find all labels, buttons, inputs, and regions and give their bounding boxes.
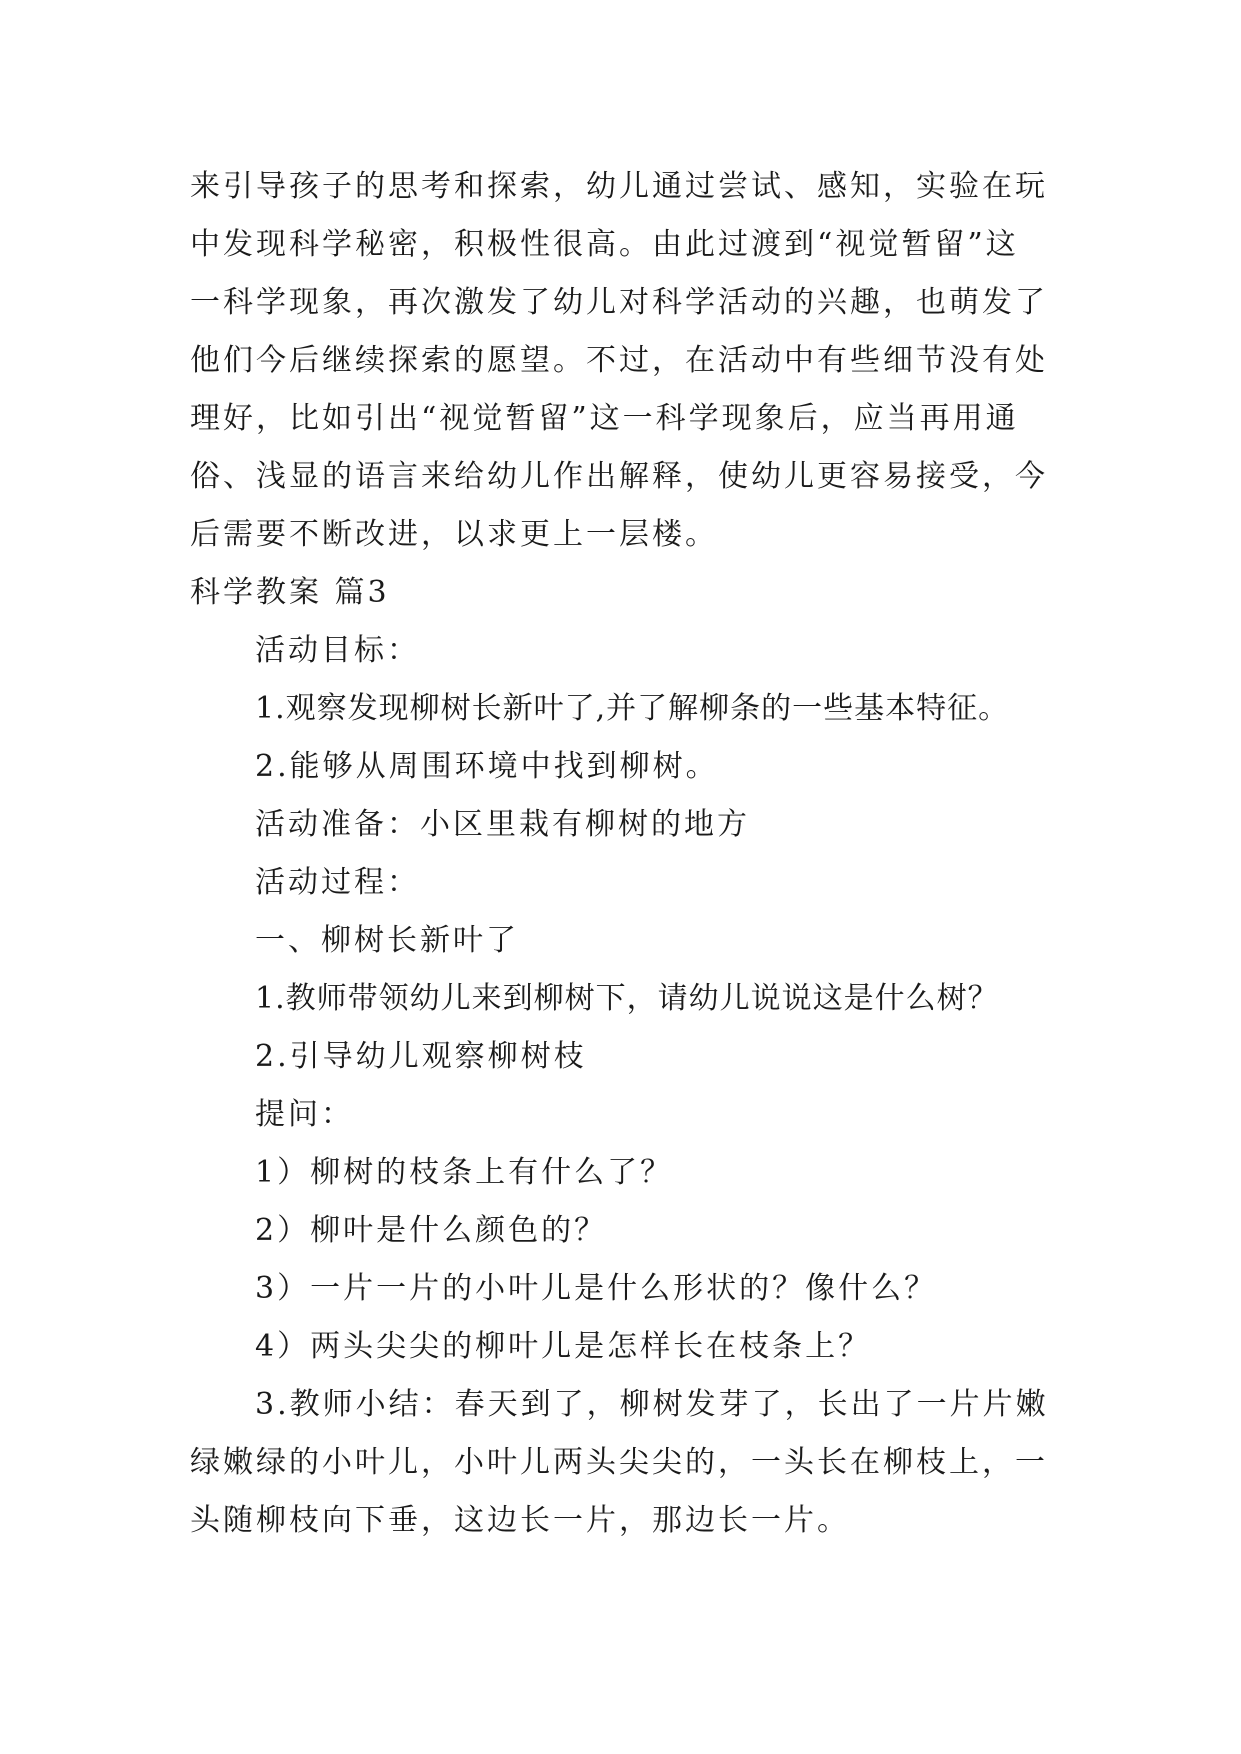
question-item: 1）柳树的枝条上有什么了？ xyxy=(255,1155,674,1190)
activity-goals-heading: 活动目标： xyxy=(255,633,420,668)
question-item: 4）两头尖尖的柳叶儿是怎样长在枝条上？ xyxy=(255,1329,872,1364)
paragraph-line: 他们今后继续探索的愿望。不过，在活动中有些细节没有处 xyxy=(190,343,1048,378)
process-step: 2.引导幼儿观察柳树枝 xyxy=(255,1039,587,1074)
paragraph-line: 中发现科学秘密，积极性很高。由此过渡到“视觉暂留”这 xyxy=(190,227,1019,262)
paragraph-line: 一科学现象，再次激发了幼儿对科学活动的兴趣，也萌发了 xyxy=(190,285,1048,320)
goal-item: 1.观察发现柳树长新叶了,并了解柳条的一些基本特征。 xyxy=(255,691,1010,726)
section-heading: 科学教案 篇3 xyxy=(190,575,390,610)
paragraph-line: 来引导孩子的思考和探索，幼儿通过尝试、感知，实验在玩 xyxy=(190,169,1048,204)
teacher-summary: 3.教师小结：春天到了，柳树发芽了，长出了一片片嫩 xyxy=(255,1387,1049,1422)
question-item: 2）柳叶是什么颜色的？ xyxy=(255,1213,608,1248)
document-body xyxy=(190,158,1070,1550)
paragraph-line: 理好，比如引出“视觉暂留”这一科学现象后，应当再用通 xyxy=(190,401,1019,436)
question-item: 3）一片一片的小叶儿是什么形状的？像什么？ xyxy=(255,1271,938,1306)
goal-item: 2.能够从周围环境中找到柳树。 xyxy=(255,749,719,784)
paragraph-line: 头随柳枝向下垂，这边长一片，那边长一片。 xyxy=(190,1503,850,1538)
process-step-heading: 一、柳树长新叶了 xyxy=(255,923,519,958)
paragraph-line: 俗、浅显的语言来给幼儿作出解释，使幼儿更容易接受，今 xyxy=(190,459,1048,494)
process-step: 1.教师带领幼儿来到柳树下，请幼儿说说这是什么树？ xyxy=(255,981,999,1016)
question-heading: 提问： xyxy=(255,1097,354,1132)
paragraph-line: 后需要不断改进，以求更上一层楼。 xyxy=(190,517,718,552)
activity-process-heading: 活动过程： xyxy=(255,865,420,900)
paragraph-line: 绿嫩绿的小叶儿，小叶儿两头尖尖的，一头长在柳枝上，一 xyxy=(190,1445,1048,1480)
activity-preparation: 活动准备：小区里栽有柳树的地方 xyxy=(255,807,750,842)
